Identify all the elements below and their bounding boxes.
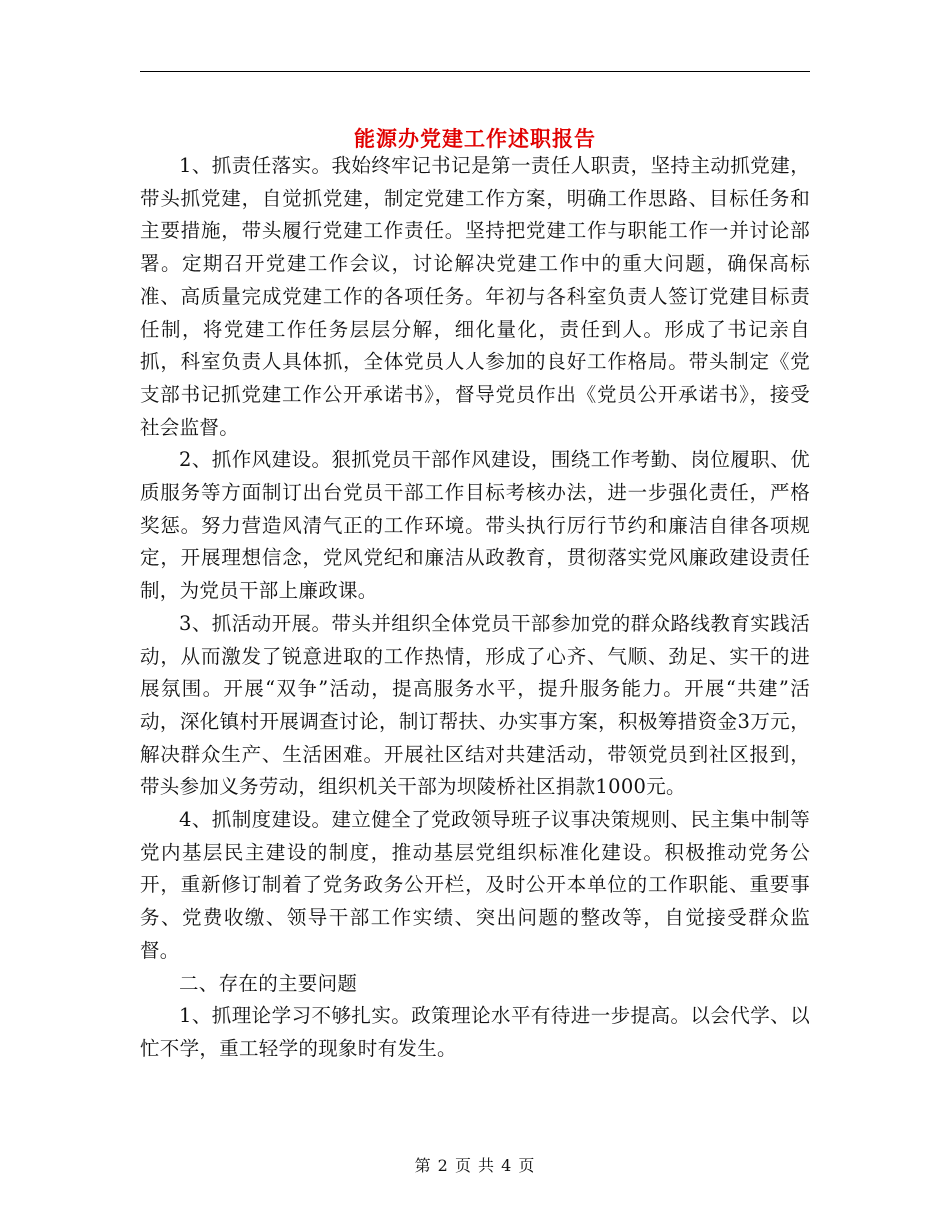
document-title: 能源办党建工作述职报告 <box>354 126 596 152</box>
page-number: 第 2 页 共 4 页 <box>414 1156 536 1175</box>
paragraph-system-building: 4、抓制度建设。建立健全了党政领导班子议事决策规则、民主集中制等党内基层民主建设的制度，推动基层党组织标准化建设。积极推动党务公开，重新修订制着了党务政务公开栏，及时公开本单位的工作职能、重要事务、党费收缴、领导干部工作实绩、突出问题的整改等，自觉接受群众监督。 <box>140 808 810 962</box>
document-body <box>140 150 810 1066</box>
paragraph-responsibility: 1、抓责任落实。我始终牢记书记是第一责任人职责，坚持主动抓党建，带头抓党建，自觉抓党建，制定党建工作方案，明确工作思路、目标任务和主要措施，带头履行党建工作责任。坚持把党建工作与职能工作一并讨论部署。定期召开党建工作会议，讨论解决党建工作中的重大问题，确保高标准、高质量完成党建工作的各项任务。年初与各科室负责人签订党建目标责任制，将党建工作任务层层分解，细化量化，责任到人。形成了书记亲自抓，科室负责人具体抓，全体党员人人参加的良好工作格局。带头制定《党支部书记抓党建工作公开承诺书》，督导党员作出《党员公开承诺书》，接受社会监督。 <box>140 154 810 439</box>
paragraph-theory-study: 1、抓理论学习不够扎实。政策理论水平有待进一步提高。以会代学、以忙不学，重工轻学的现象时有发生。 <box>140 1004 810 1060</box>
paragraph-work-style: 2、抓作风建设。狠抓党员干部作风建设，围绕工作考勤、岗位履职、优质服务等方面制订出台党员干部工作目标考核办法，进一步强化责任，严格奖惩。努力营造风清气正的工作环境。带头执行厉行节约和廉洁自律各项规定，开展理想信念，党风党纪和廉洁从政教育，贯彻落实党风廉政建设责任制，为党员干部上廉政课。 <box>140 448 810 603</box>
header-rule <box>140 71 810 72</box>
paragraph-activities: 3、抓活动开展。带头并组织全体党员干部参加党的群众路线教育实践活动，从而激发了锐意进取的工作热情，形成了心齐、气顺、劲足、实干的进展氛围。开展“双争”活动，提高服务水平，提升服务能力。开展“共建”活动，深化镇村开展调查讨论，制订帮扶、办实事方案，积极筹措资金3万元，解决群众生产、生活困难。开展社区结对共建活动，带领党员到社区报到，带头参加义务劳动，组织机关干部为坝陵桥社区捐款1000元。 <box>140 611 810 799</box>
section-heading-problems: 二、存在的主要问题 <box>179 971 358 995</box>
